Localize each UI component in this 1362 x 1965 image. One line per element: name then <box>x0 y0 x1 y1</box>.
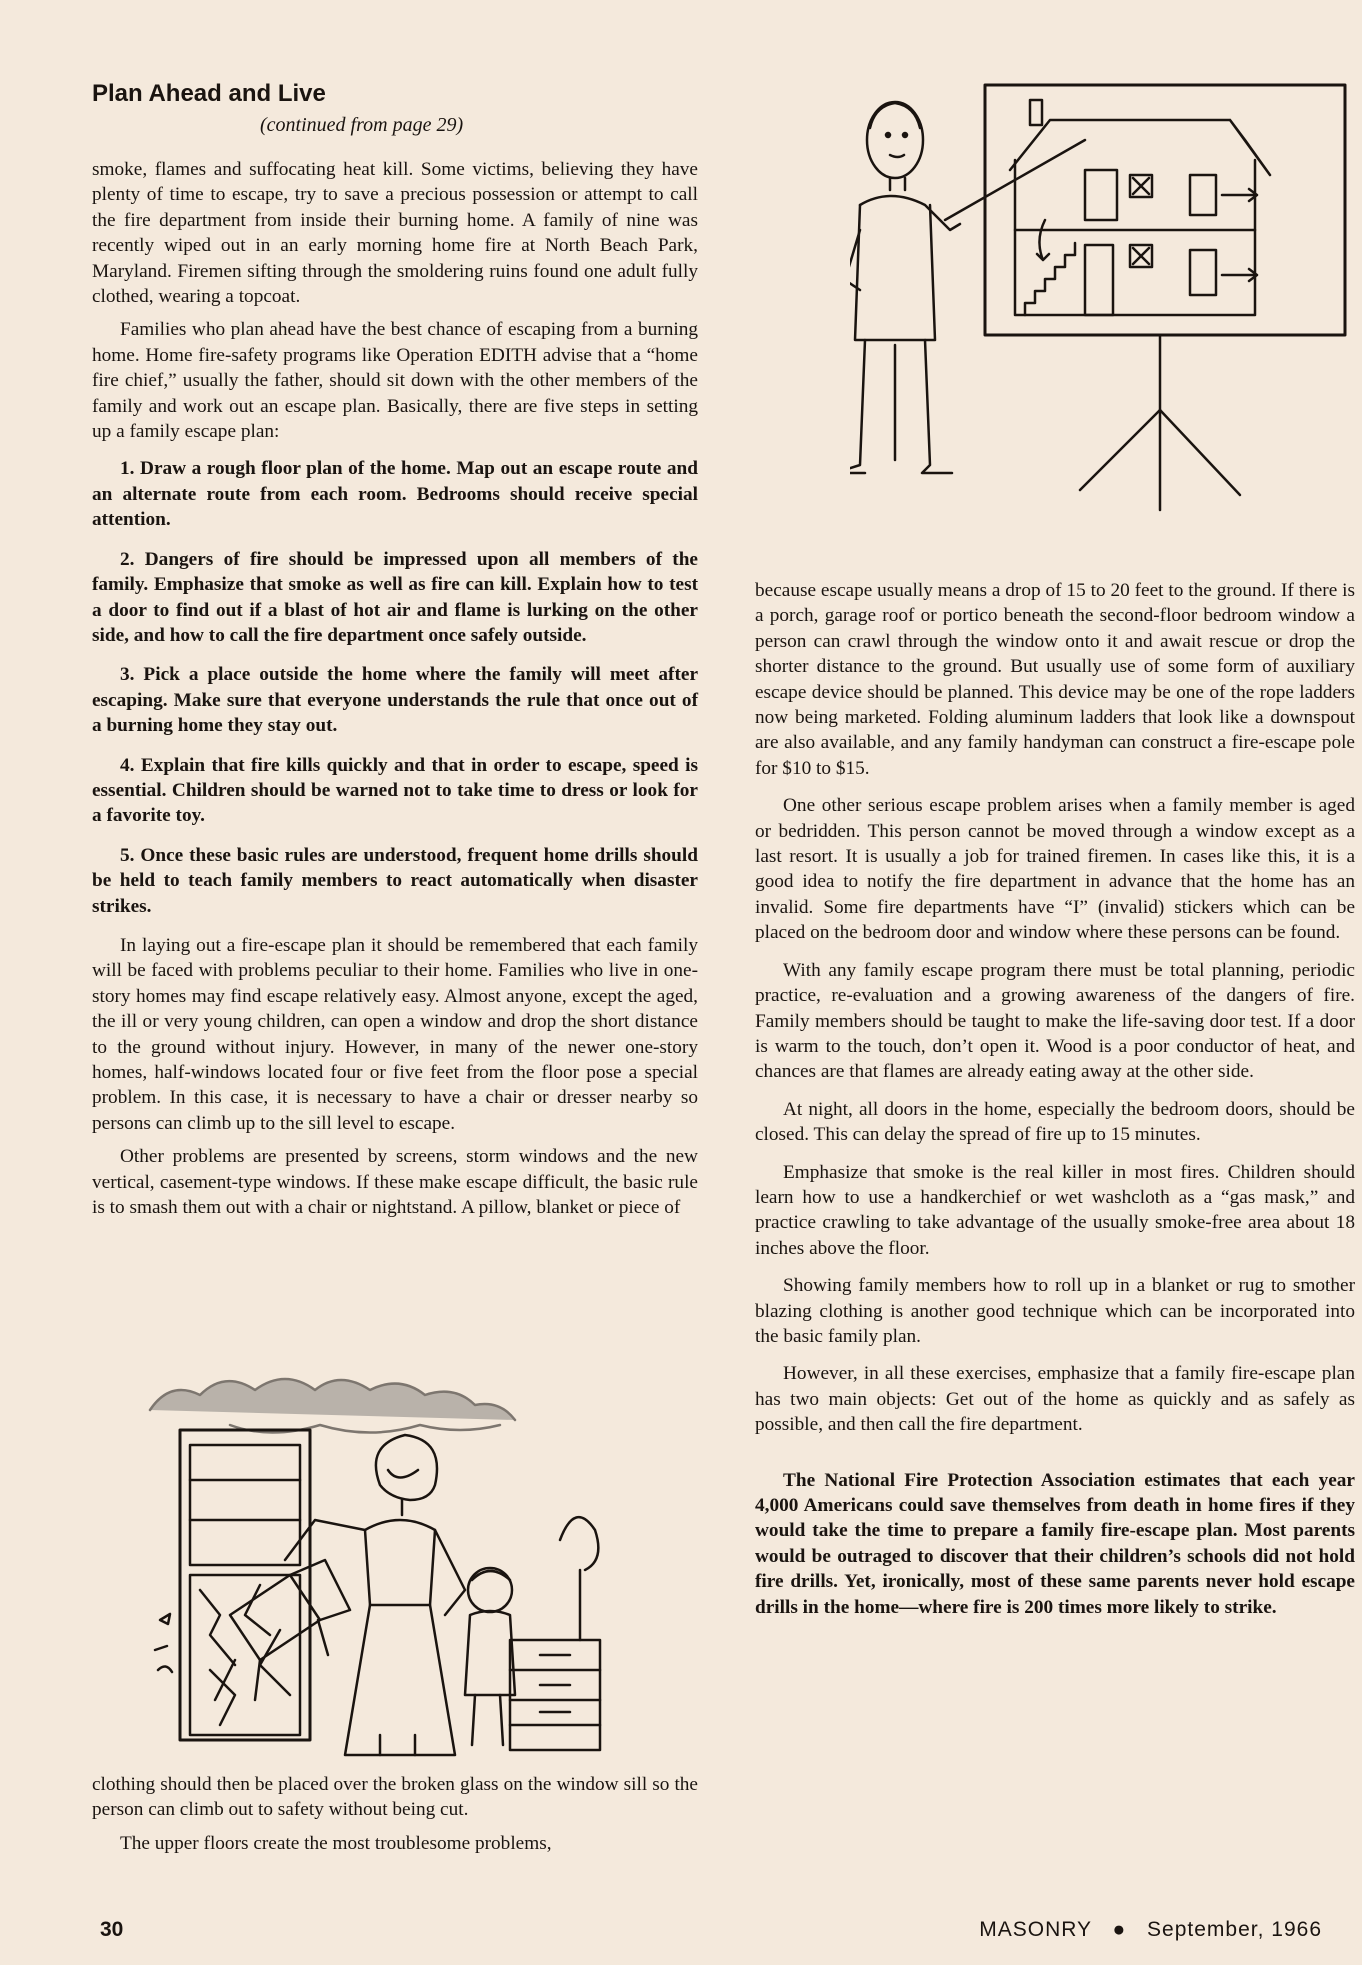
publication-name: MASONRY <box>979 1918 1092 1941</box>
step-item: 4. Explain that fire kills quickly and that in order to escape, speed is essential. Children should be warned not to take time to dress or look for a favorite toy. <box>92 754 698 827</box>
paragraph: One other serious escape problem arises when a family member is aged or bedridden. This person cannot be moved through a window except as a last resort. It is usually a job for trained firemen. In cases like this, it is a good idea to notify the fire department in advance that the home has an invalid. Some fire departments have “I” (invalid) stickers which can be placed on the bedroom door and window where these persons can be found. <box>755 795 1355 944</box>
right-column <box>755 578 1355 1628</box>
step-item: 5. Once these basic rules are understood, frequent home drills should be held to teach family members to react automatically when disaster strikes. <box>92 844 698 917</box>
paragraph: At night, all doors in the home, especially the bedroom doors, should be closed. This can delay the spread of fire up to 15 minutes. <box>755 1098 1355 1146</box>
paragraph: However, in all these exercises, emphasize that a family fire-escape plan has two main objects: Get out of the home as quickly and as safely as possible, and then call the fire department. <box>755 1363 1355 1436</box>
left-column-continued <box>92 1772 698 1864</box>
paragraph: Other problems are presented by screens, storm windows and the new vertical, casement-type windows. If these make escape difficult, the basic rule is to smash them out with a chair or nightstand. A pillow, blanket or piece of <box>92 1146 698 1219</box>
running-footer <box>979 1918 1322 1942</box>
paragraph: In laying out a fire-escape plan it should be remembered that each family will be faced with problems peculiar to their home. Families who live in one-story homes may find escape relatively easy. Almost anyone, except the aged, the ill or very young children, can open a window and drop the short distance to the ground without injury. However, in many of the newer one-story homes, half-windows located four or five feet from the floor pose a special problem. In this case, it is necessary to have a chair or dresser nearby so persons can climb up to the sill level to escape. <box>92 934 698 1134</box>
callout-text: The National Fire Protection Association estimates that each year 4,000 Americans could save themselves from death in home fires if they would take the time to prepare a family fire-escape plan. Most parents would be outraged to discover that their children’s schools did not hold fire drills. Yet, ironically, most of these same parents never hold escape drills in the home—where fire is 200 times more likely to strike. <box>755 1469 1355 1618</box>
paragraph: The upper floors create the most troublesome problems, <box>120 1832 552 1854</box>
continued-note: (continued from page 29) <box>260 114 464 136</box>
left-column <box>92 70 698 1228</box>
paragraph: clothing should then be placed over the broken glass on the window sill so the person can climb out to safety without being cut. <box>92 1774 698 1821</box>
article-title: Plan Ahead and Live <box>92 80 326 107</box>
step-item: 2. Dangers of fire should be impressed upon all members of the family. Emphasize that smoke as well as fire can kill. Explain how to test a door to find out if a blast of hot air and flame is lurking on the other side, and how to call the fire department once safely outside. <box>92 548 698 646</box>
window-escape-illustration <box>140 1370 660 1760</box>
step-item: 1. Draw a rough floor plan of the home. Map out an escape route and an alternate route from each room. Bedrooms should receive special attention. <box>92 458 698 531</box>
paragraph: Emphasize that smoke is the real killer in most fires. Children should learn how to use a handkerchief or wet washcloth as a “gas mask,” and practice crawling to take advantage of the usually smoke-free area about 18 inches above the floor. <box>755 1161 1355 1259</box>
paragraph: Showing family members how to roll up in a blanket or rug to smother blazing clothing is another good technique which can be incorporated into the basic family plan. <box>755 1275 1355 1347</box>
callout-box <box>755 1468 1355 1620</box>
paragraph: With any family escape program there must be total planning, periodic practice, re-evaluation and a growing awareness of the dangers of fire. Family members should be taught to make the life-saving door test. If a door is warm to the touch, don’t open it. Wood is a poor conductor of heat, and chances are that flames are already eating away at the other side. <box>755 959 1355 1083</box>
bullet-icon: ● <box>1112 1918 1127 1941</box>
man-with-floorplan-illustration <box>850 80 1350 520</box>
paragraph: because escape usually means a drop of 15 to 20 feet to the ground. If there is a porch, garage roof or portico beneath the second-floor bedroom window a person can crawl through the window onto it and await rescue or drop the shorter distance to the ground. But usually use of some form of auxiliary escape device should be planned. This device may be one of the rope ladders now being marketed. Folding aluminum ladders that look like a downspout are also available, and any family handyman can construct a fire-escape pole for $10 to $15. <box>755 580 1355 779</box>
issue-date: September, 1966 <box>1147 1918 1322 1941</box>
page-number: 30 <box>100 1918 124 1941</box>
step-item: 3. Pick a place outside the home where the family will meet after escaping. Make sure that everyone understands the rule that once out of a burning home they stay out. <box>92 664 698 737</box>
paragraph: Families who plan ahead have the best chance of escaping from a burning home. Home fire-safety programs like Operation EDITH advise that a “home fire chief,” usually the father, should sit down with the other members of the family and work out an escape plan. Basically, there are five steps in setting up a family escape plan: <box>92 319 698 443</box>
paragraph: smoke, flames and suffocating heat kill. Some victims, believing they have plenty of time to escape, try to save a precious possession or attempt to call the fire department from inside their burning home. A family of nine was recently wiped out in an early morning home fire at North Beach Park, Maryland. Firemen sifting through the smoldering ruins found one adult fully clothed, wearing a topcoat. <box>92 159 698 308</box>
